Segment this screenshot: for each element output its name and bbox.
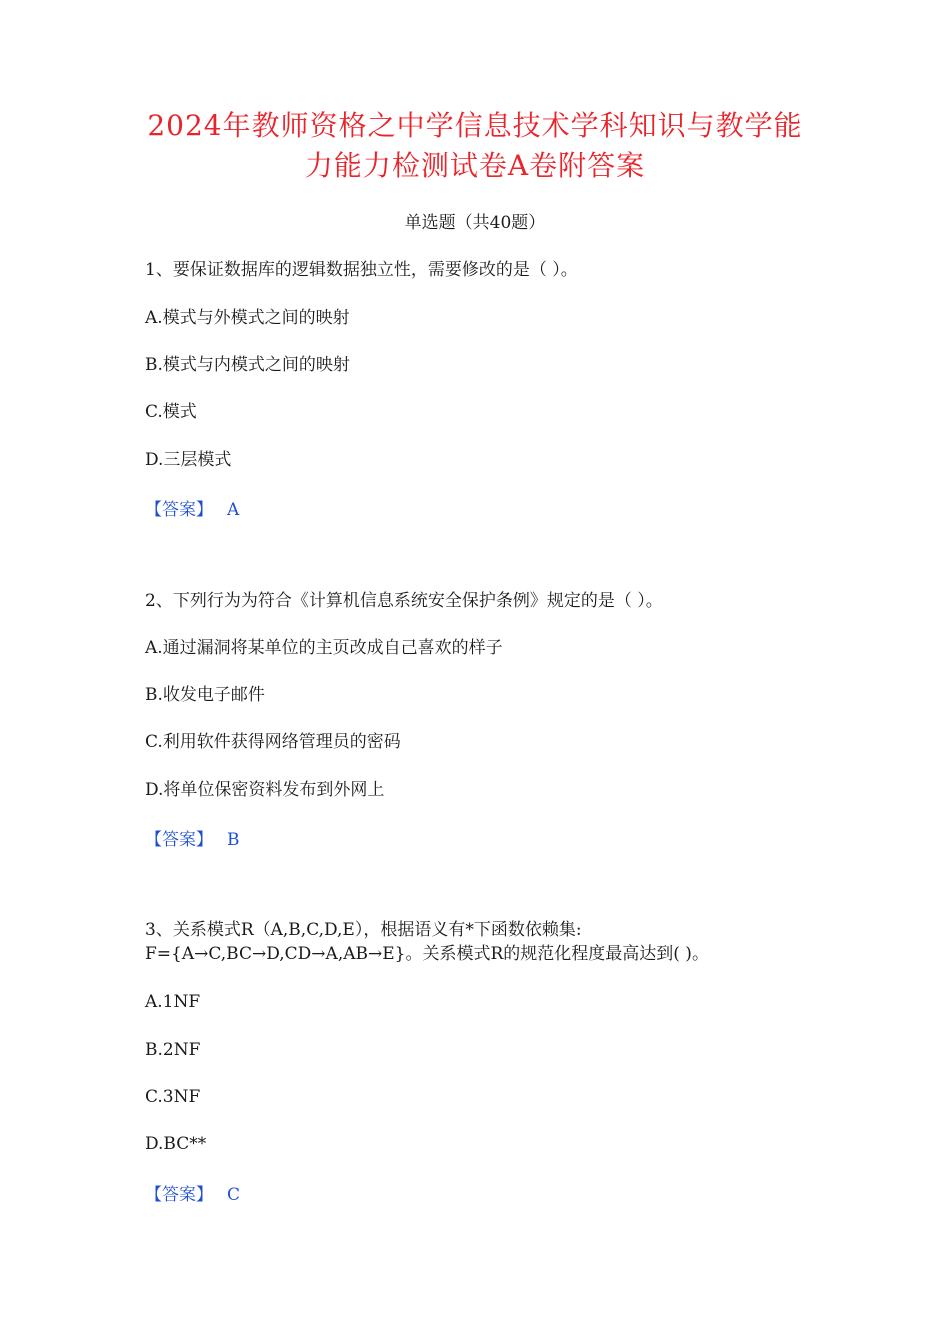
- question-1-stem: 1、要保证数据库的逻辑数据独立性，需要修改的是（ ）。: [145, 260, 578, 280]
- answer-value: A: [227, 500, 240, 520]
- answer-label: 【答案】: [145, 1185, 213, 1205]
- question-3-option-a: A.1NF: [145, 992, 201, 1012]
- question-2-stem: 2、下列行为为符合《计算机信息系统安全保护条例》规定的是（ ）。: [145, 591, 663, 611]
- title-line-1: 2024年教师资格之中学信息技术学科知识与教学能: [147, 109, 803, 142]
- answer-label: 【答案】: [145, 500, 213, 520]
- question-2-answer: [145, 825, 240, 850]
- question-3-option-d: D.BC**: [145, 1134, 207, 1154]
- question-1-option-c: C.模式: [145, 402, 197, 422]
- question-3-stem-line-2: F={A→C,BC→D,CD→A,AB→E}。关系模式R的规范化程度最高达到( )。: [145, 944, 709, 964]
- question-1-option-d: D.三层模式: [145, 450, 232, 470]
- title-line-2: 力能力检测试卷A卷附答案: [304, 149, 646, 182]
- answer-label: 【答案】: [145, 830, 213, 850]
- question-2-option-b: B.收发电子邮件: [145, 685, 265, 705]
- question-1-option-b: B.模式与内模式之间的映射: [145, 355, 350, 375]
- answer-value: C: [227, 1185, 241, 1205]
- question-3-option-b: B.2NF: [145, 1040, 201, 1060]
- question-2-option-c: C.利用软件获得网络管理员的密码: [145, 732, 401, 752]
- question-2-option-d: D.将单位保密资料发布到外网上: [145, 780, 385, 800]
- question-3-stem-line-1: 3、关系模式R（A,B,C,D,E），根据语义有*下函数依赖集:: [145, 920, 582, 940]
- section-heading: 单选题（共40题）: [404, 213, 546, 233]
- question-3-option-c: C.3NF: [145, 1087, 201, 1107]
- question-3-answer: [145, 1180, 240, 1205]
- answer-value: B: [227, 830, 240, 850]
- question-2-option-a: A.通过漏洞将某单位的主页改成自己喜欢的样子: [145, 638, 503, 658]
- question-1-option-a: A.模式与外模式之间的映射: [145, 308, 350, 328]
- question-1-answer: [145, 495, 239, 520]
- document-title: [80, 106, 870, 186]
